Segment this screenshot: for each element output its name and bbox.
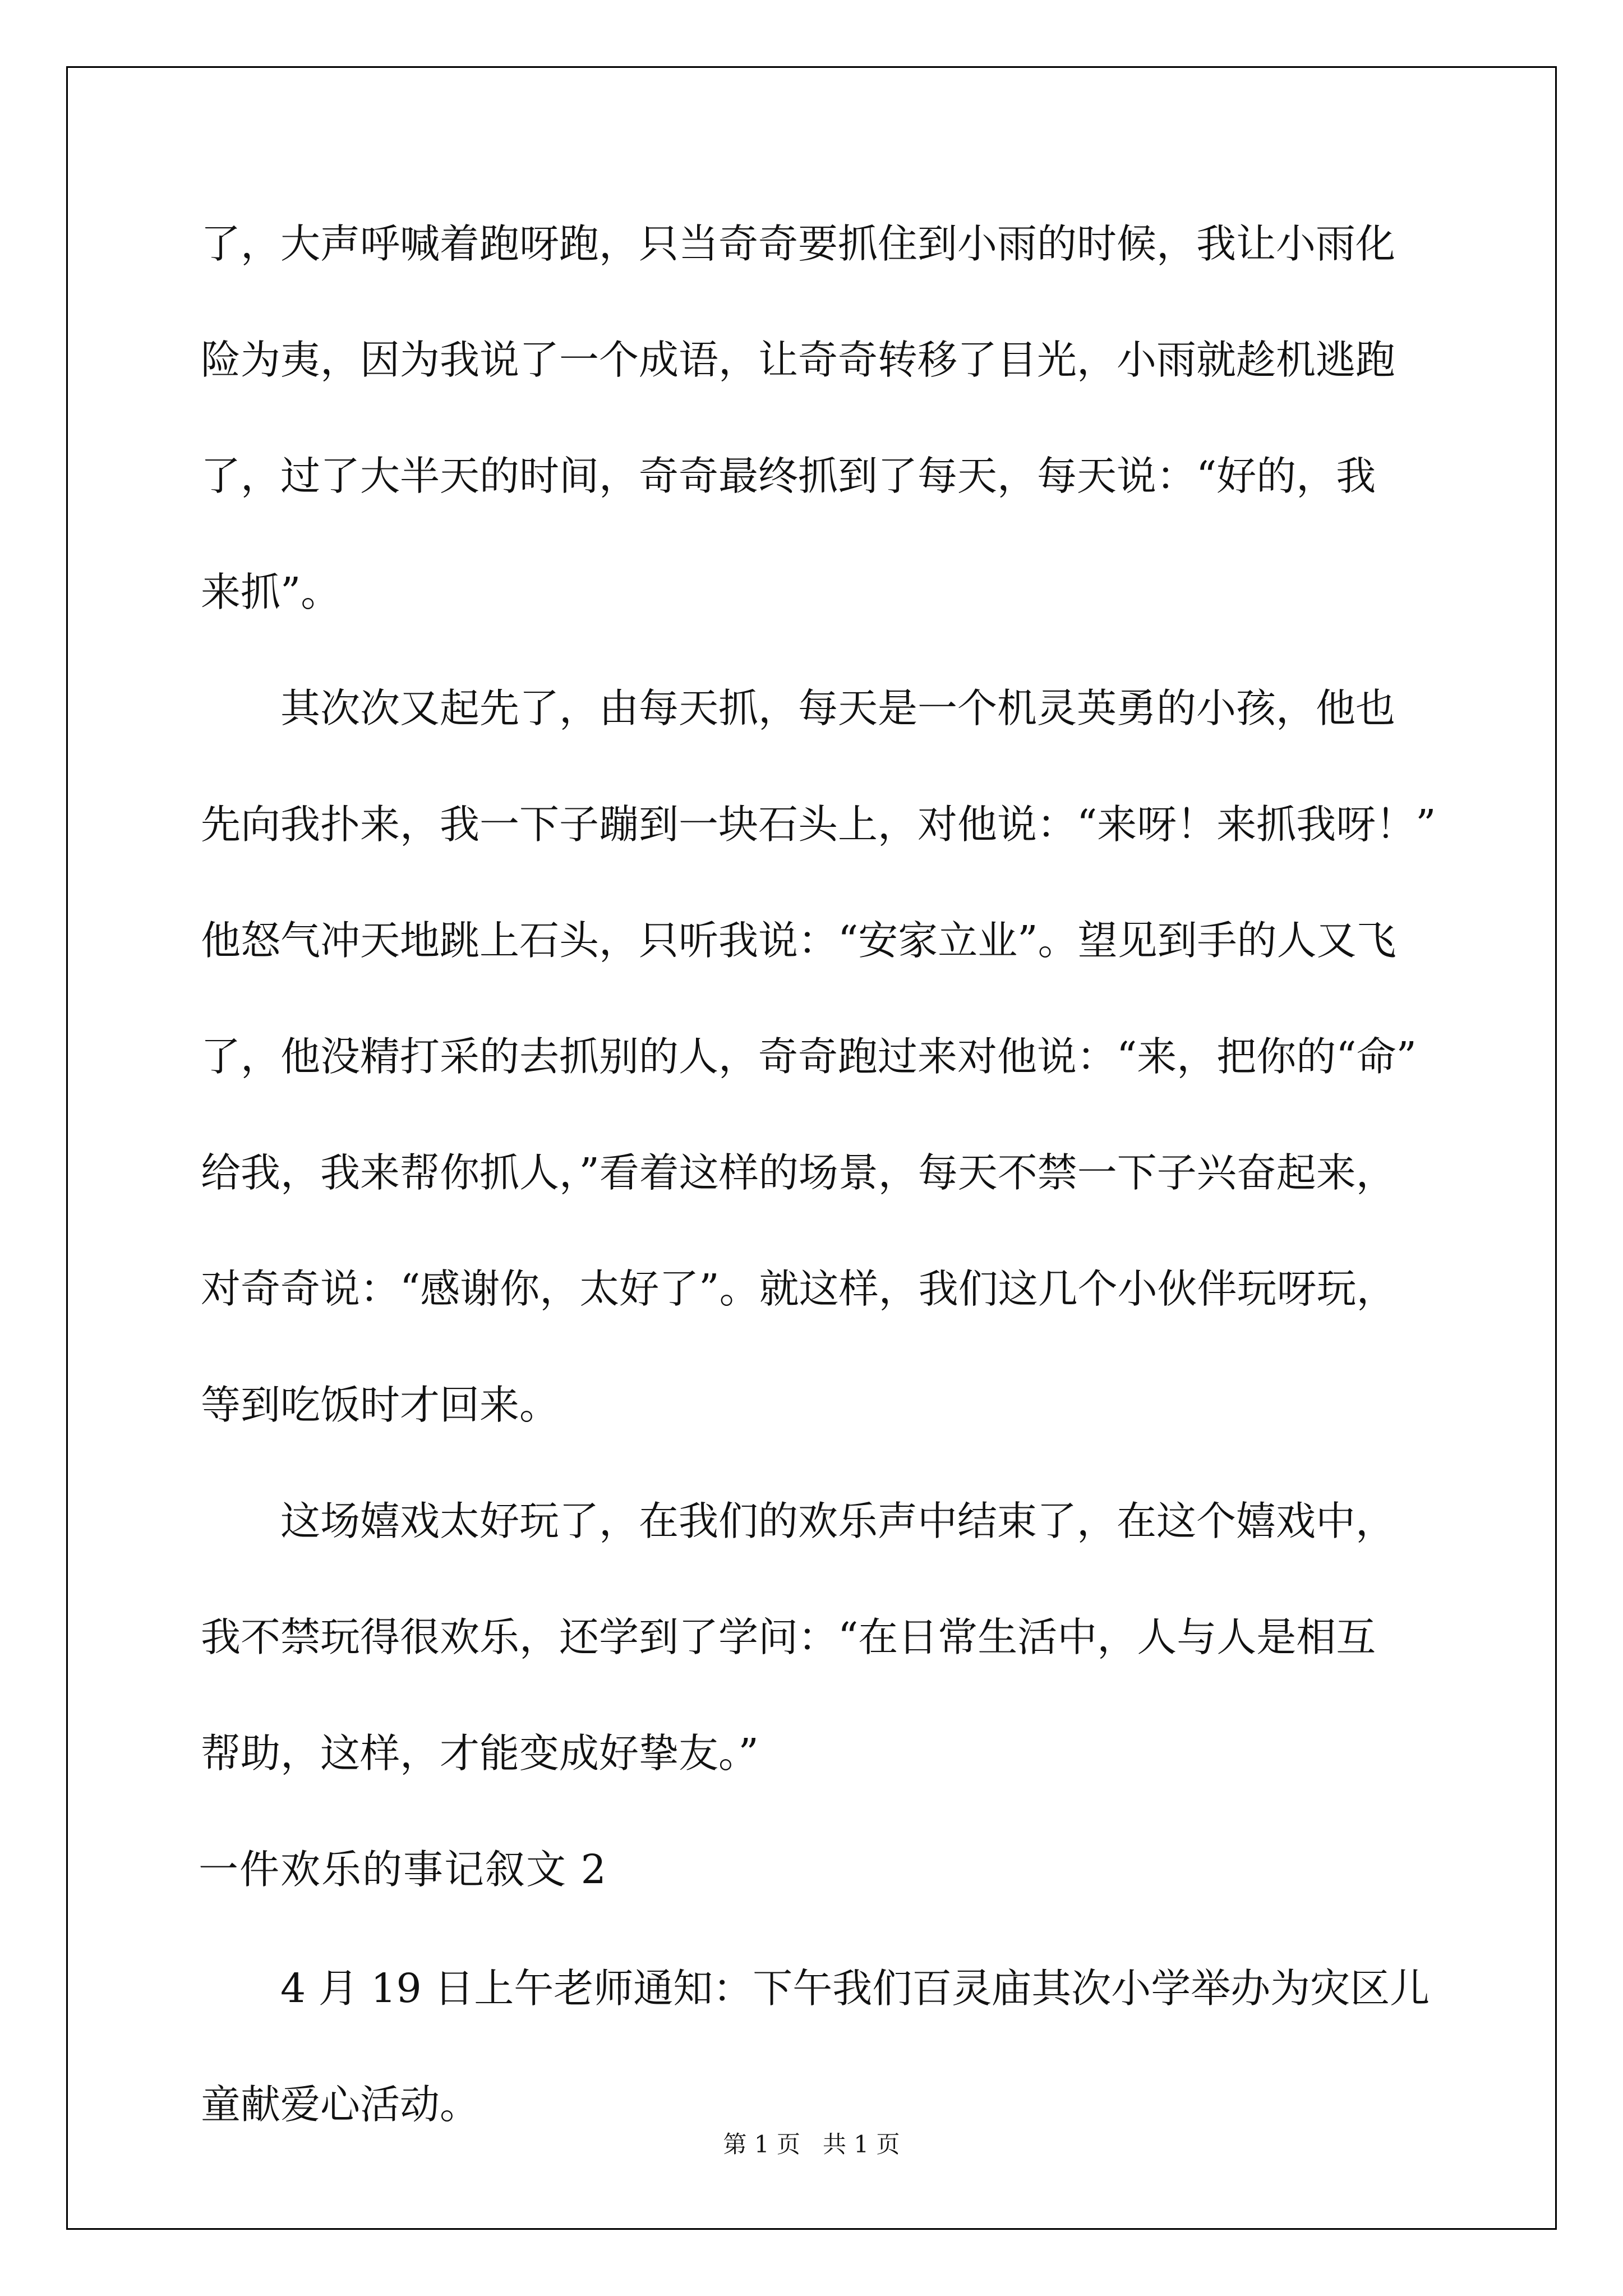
paragraph-first-line: 其次次又起先了，由每天抓，每天是一个机灵英勇的小孩，他也 [280, 685, 1396, 731]
document-body [199, 220, 1436, 2198]
text-line: 来抓”。 [201, 569, 341, 615]
text-line: 了，大声呼喊着跑呀跑，只当奇奇要抓住到小雨的时候，我让小雨化 [201, 220, 1396, 267]
section-heading: 一件欢乐的事记叙文 2 [199, 1846, 607, 1893]
text-line: 了，过了大半天的时间，奇奇最终抓到了每天，每天说：“好的，我 [201, 453, 1376, 499]
text-line: 先向我扑来，我一下子蹦到一块石头上，对他说：“来呀！来抓我呀！” [201, 801, 1436, 848]
paragraph-first-line: 这场嬉戏太好玩了，在我们的欢乐声中结束了，在这个嬉戏中， [280, 1498, 1396, 1544]
paragraph-first-line: 4 月 19 日上午老师通知：下午我们百灵庙其次小学举办为灾区儿 [280, 1965, 1430, 2012]
text-line: 险为夷，因为我说了一个成语，让奇奇转移了目光，小雨就趁机逃跑 [201, 337, 1396, 383]
text-line: 我不禁玩得很欢乐，还学到了学问：“在日常生活中，人与人是相互 [201, 1614, 1376, 1660]
text-line: 了，他没精打采的去抓别的人，奇奇跑过来对他说：“来，把你的“命” [201, 1033, 1417, 1080]
text-line: 帮助，这样，才能变成好挚友。” [201, 1730, 759, 1777]
text-line: 给我，我来帮你抓人，”看着这样的场景，每天不禁一下子兴奋起来， [201, 1149, 1396, 1196]
text-line: 童献爱心活动。 [201, 2081, 480, 2128]
text-line: 对奇奇说：“感谢你，太好了”。就这样，我们这几个小伙伴玩呀玩， [201, 1266, 1396, 1312]
page-number-footer: 第 1 页 共 1 页 [723, 2131, 900, 2158]
text-line: 他怒气冲天地跳上石头，只听我说：“安家立业”。望见到手的人又飞 [201, 917, 1396, 964]
text-line: 等到吃饭时才回来。 [201, 1382, 560, 1428]
